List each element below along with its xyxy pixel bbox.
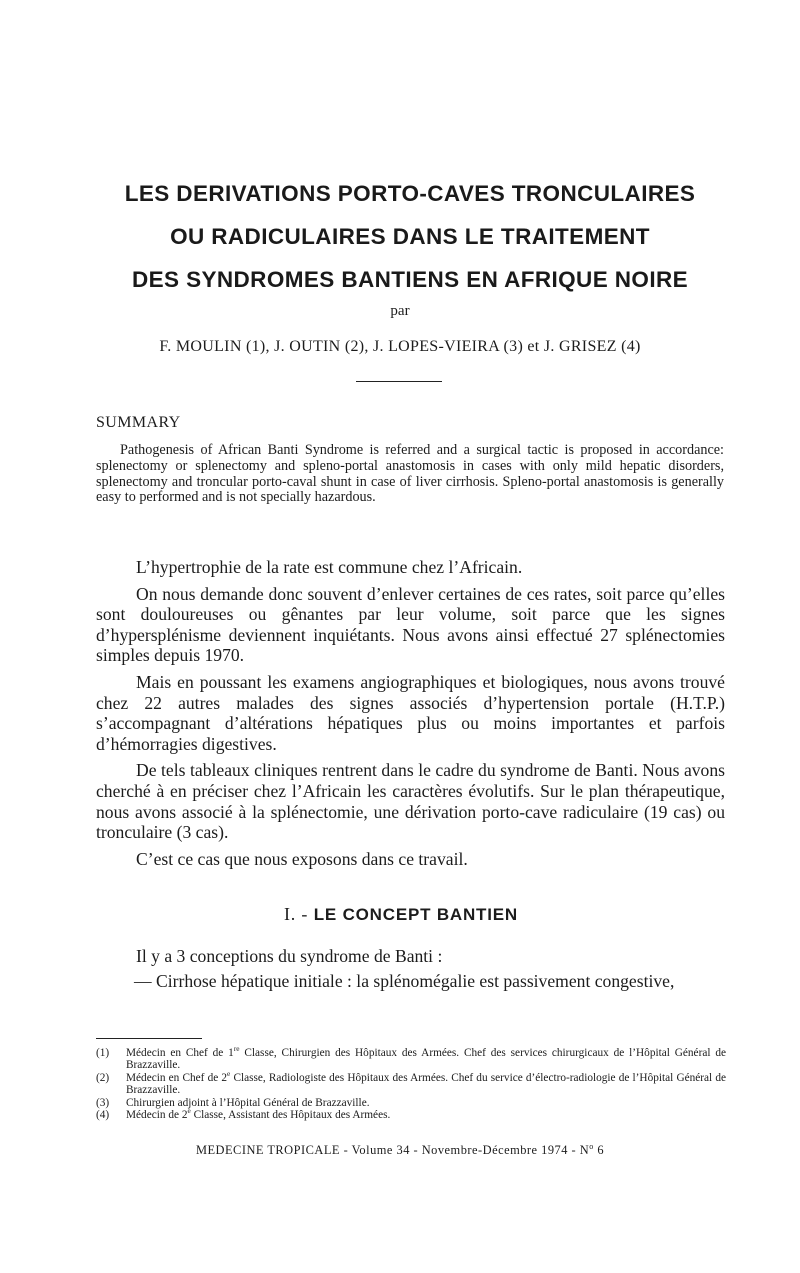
footnotes [96, 1044, 726, 1122]
section-body [96, 946, 725, 992]
footnote-mark: (4) [96, 1109, 110, 1122]
title-line-2: OU RADICULAIRES DANS LE TRAITEMENT [170, 224, 650, 249]
footnote: (4) Médecin de 2e Classe, Assistant des Hôpitaux des Armées. [96, 1106, 391, 1122]
author-list: F. MOULIN (1), J. OUTIN (2), J. LOPES-VIEIRA (3) et J. GRISEZ (4) [159, 338, 641, 355]
section-title: LE CONCEPT BANTIEN [313, 905, 518, 924]
introduction [96, 557, 725, 875]
section-heading [284, 904, 518, 925]
title-line-1: LES DERIVATIONS PORTO-CAVES TRONCULAIRES [124, 181, 696, 206]
footnote: (1) Médecin en Chef de 1re Classe, Chirurgien des Hôpitaux des Armées. Chef des services chirurgicaux de l’Hôpital Général de Brazzaville. [96, 1044, 726, 1072]
body-paragraph: L’hypertrophie de la rate est commune chez l’Africain. [136, 557, 523, 577]
article-title [60, 172, 760, 301]
body-paragraph: Mais en poussant les examens angiographiques et biologiques, nous avons trouvé chez 22 autres malades des signes associés d’hypertension portale (H.T.P.) s’accompagnant d’altérations hépatiques plus ou moins importantes et parfois d’hémorragies digestives. [96, 671, 725, 754]
title-separator-rule [356, 381, 442, 382]
byline-par: par [390, 303, 410, 319]
title-line-3: DES SYNDROMES BANTIENS EN AFRIQUE NOIRE [131, 267, 689, 292]
summary-heading: SUMMARY [96, 414, 181, 431]
journal-footer: MEDECINE TROPICALE - Volume 34 - Novembre-Décembre $1974 - N^o$ 6 [195, 1141, 605, 1157]
footnote-mark: (1) [96, 1047, 110, 1059]
section-intro: Il y a 3 conceptions du syndrome de Banti : [136, 946, 443, 966]
footnote-rule [96, 1038, 202, 1039]
body-paragraph: De tels tableaux cliniques rentrent dans le cadre du syndrome de Banti. Nous avons cherché à en préciser chez l’Africain les caractères évolutifs. Sur le plan thérapeutique, nous avons associé à la splénectomie, une dérivation porto-cave radiculaire (19 cas) ou tronculaire (3 cas). [96, 760, 725, 843]
footnote: (2) Médecin en Chef de 2e Classe, Radiologiste des Hôpitaux des Armées. Chef du service d’électro-radiologie de l’Hôpital Général de Brazzaville. [96, 1069, 726, 1097]
footnote-mark: (2) [96, 1071, 110, 1084]
body-paragraph: On nous demande donc souvent d’enlever certaines de ces rates, soit parce qu’elles sont douloureuses ou gênantes par leur volume, soit parce que les signes d’hypersplénisme deviennent inquiétants. Nous avons ainsi effectué 27 splénectomies simples depuis 1970. [96, 583, 725, 666]
body-paragraph: C’est ce cas que nous exposons dans ce travail. [136, 848, 468, 869]
section-number: I. - [284, 904, 309, 924]
list-item: — Cirrhose hépatique initiale : la splénomégalie est passivement congestive, [134, 971, 675, 991]
footnote-mark: (3) [96, 1096, 110, 1109]
footnote: (3) Chirurgien adjoint à l’Hôpital Général de Brazzaville. [96, 1096, 370, 1109]
summary-text: Pathogenesis of African Banti Syndrome is referred and a surgical tactic is proposed in accordance: splenectomy or splenectomy and spleno-portal anastomosis in cases with only mild hepatic disorders, splenectomy and troncular porto-caval shunt in case of liver cirrhosis. Spleno-portal anastomosis is generally easy to performed and is not specially hazardous. [96, 442, 724, 506]
